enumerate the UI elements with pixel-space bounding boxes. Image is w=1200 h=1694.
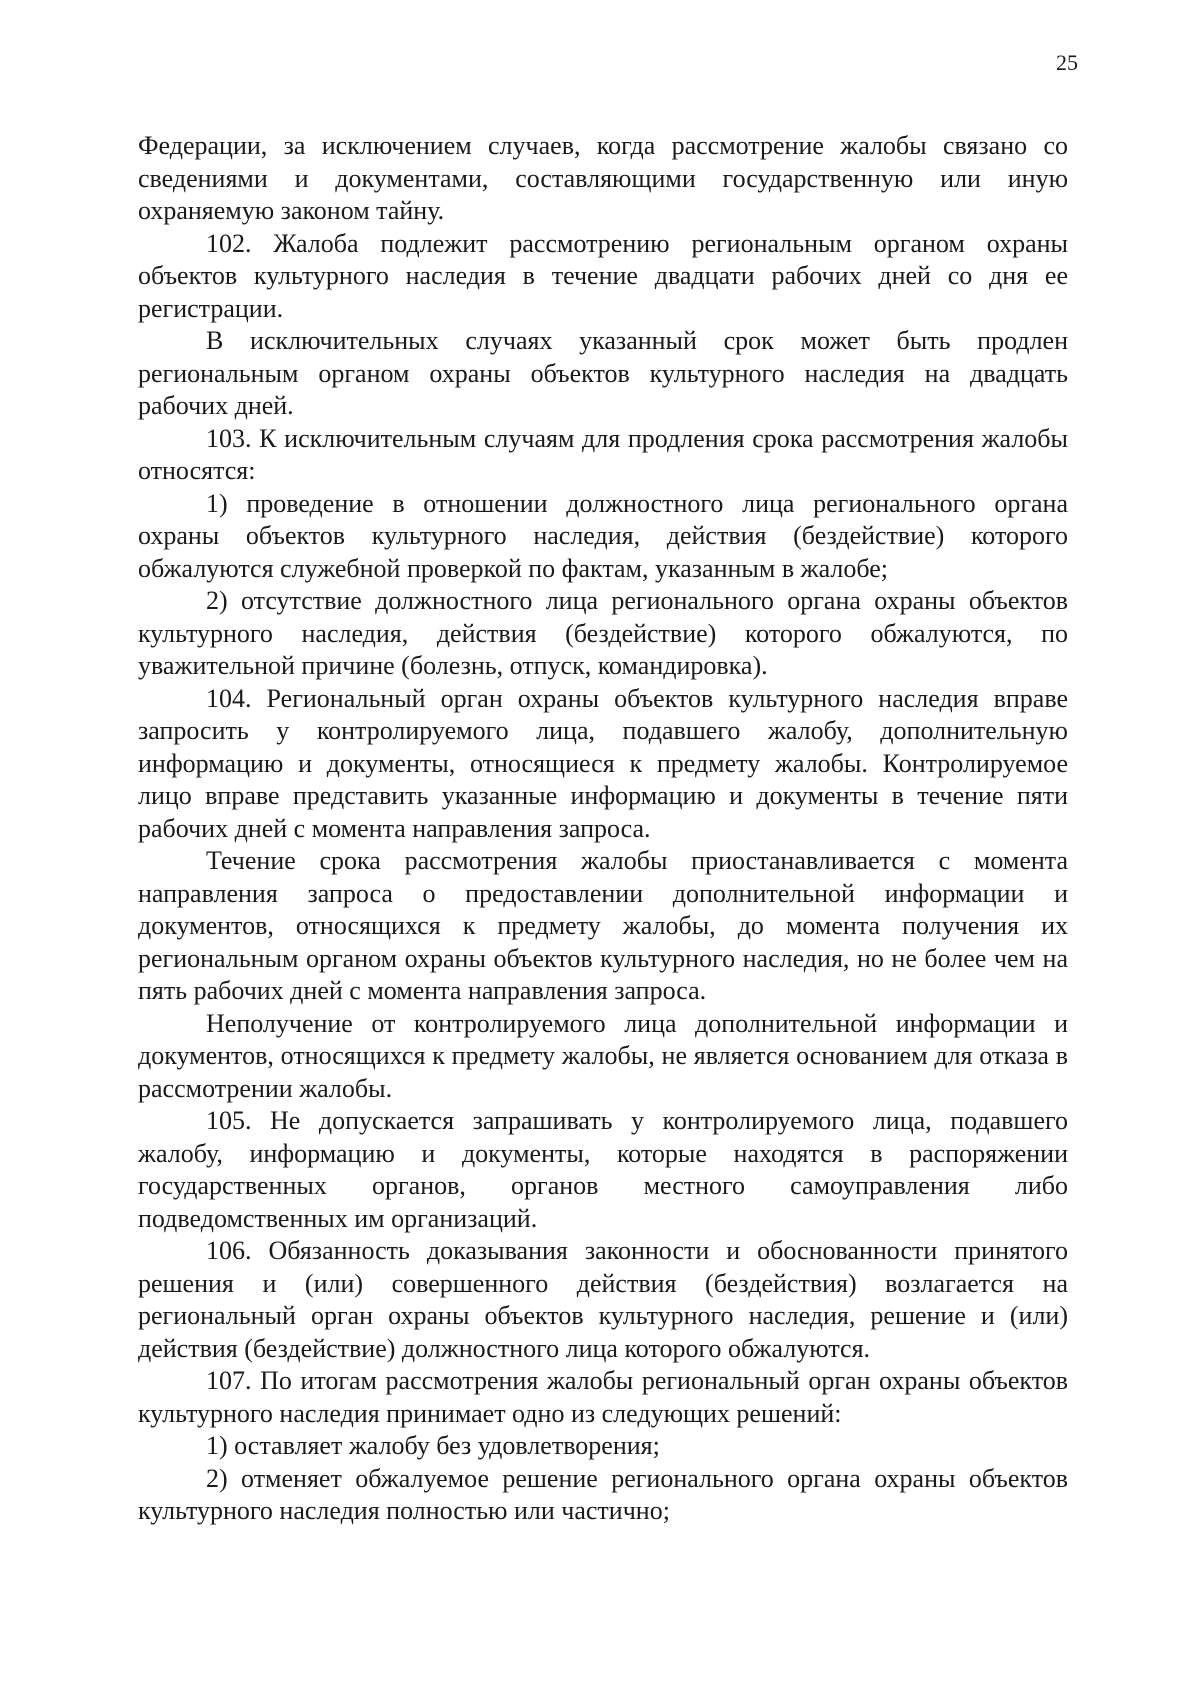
- paragraph-104-non-receipt: Неполучение от контролируемого лица дополнительной информации и документов, относящихся к предмету жалобы, не является основанием для отказа в рассмотрении жалобы.: [138, 1008, 1068, 1103]
- paragraph-104-suspension: Течение срока рассмотрения жалобы приостанавливается с момента направления запроса о предоставлении дополнительной информации и документов, относящихся к предмету жалобы, до момента получения их региональным органом охраны объектов культурного наследия, но не более чем на пять рабочих дней с момента направления запроса.: [138, 846, 1068, 1005]
- paragraph-106: 106. Обязанность доказывания законности и обоснованности принятого решения и (или) совершенного действия (бездействия) возлагается на региональный орган охраны объектов культурного наследия, решение и (или) действия (бездействие) должностного лица которого обжалуются.: [138, 1236, 1068, 1363]
- paragraph-105: 105. Не допускается запрашивать у контролируемого лица, подавшего жалобу, информацию и документы, которые находятся в распоряжении государственных органов, органов местного самоуправления либо подведомственных им организаций.: [138, 1106, 1068, 1233]
- page-number: 25: [1056, 50, 1078, 75]
- paragraph-103-item-2: 2) отсутствие должностного лица регионального органа охраны объектов культурного наследия, действия (бездействие) которого обжалуются, по уважительной причине (болезнь, отпуск, командировка).: [138, 586, 1068, 680]
- document-body: [138, 130, 1068, 1528]
- paragraph-104: 104. Региональный орган охраны объектов культурного наследия вправе запросить у контролируемого лица, подавшего жалобу, дополнительную информацию и документы, относящиеся к предмету жалобы. Контролируемое лицо вправе представить указанные информацию и документы в течение пяти рабочих дней с момента направления запроса.: [138, 683, 1068, 843]
- paragraph-102-extension: В исключительных случаях указанный срок может быть продлен региональным органом охраны объектов культурного наследия на двадцать рабочих дней.: [138, 326, 1068, 420]
- paragraph-103-item-1: 1) проведение в отношении должностного лица регионального органа охраны объектов культурного наследия, действия (бездействие) которого обжалуются служебной проверкой по фактам, указанным в жалобе;: [138, 488, 1068, 583]
- paragraph-107: 107. По итогам рассмотрения жалобы региональный орган охраны объектов культурного наследия принимает одно из следующих решений:: [138, 1366, 1068, 1428]
- paragraph-103: 103. К исключительным случаям для продления срока рассмотрения жалобы относятся:: [138, 423, 1068, 485]
- paragraph-102: 102. Жалоба подлежит рассмотрению региональным органом охраны объектов культурного наследия в течение двадцати рабочих дней со дня ее регистрации.: [138, 228, 1068, 323]
- paragraph-107-item-1: 1) оставляет жалобу без удовлетворения;: [206, 1431, 660, 1460]
- paragraph-continuation: Федерации, за исключением случаев, когда рассмотрение жалобы связано со сведениями и документами, составляющими государственную или иную охраняемую законом тайну.: [138, 131, 1068, 225]
- paragraph-107-item-2: 2) отменяет обжалуемое решение регионального органа охраны объектов культурного наследия полностью или частично;: [138, 1463, 1068, 1525]
